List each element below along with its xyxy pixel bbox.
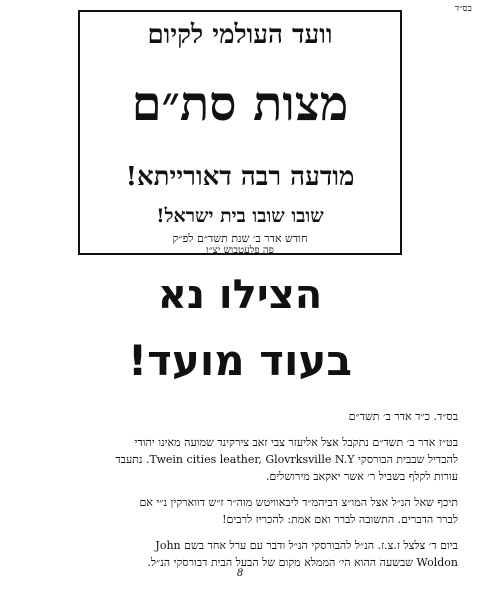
corner-label: בס״ד	[454, 4, 472, 14]
notice-date-line: חודש אדר ב׳ שנת תשד״ם לפ״ק	[172, 232, 308, 245]
notice-call-line: שובו שובו בית ישראל!	[156, 205, 324, 227]
notice-place-line: פה פלעטבוש יצ״ו	[206, 245, 274, 256]
paragraph-2	[62, 494, 458, 528]
paragraph-1-line-1: בט״ז אדר ב׳ תשד״ם נתקבל אצל אליעזר צבי זאב צירקינד שמועה מאינו יהודי	[134, 436, 458, 449]
notice-title: מצות סת״ם	[131, 76, 349, 132]
page-number: 8	[236, 568, 244, 579]
notice-organization-line: וועד העולמי לקיום	[147, 20, 333, 50]
paragraph-2-line-2: לברר הדברים. התשובה לברר ואם אמת: להכריז לרבים!	[222, 513, 458, 526]
notice-box	[78, 10, 402, 255]
paragraph-3-line-1: ביום ד׳ צלצל ז.צ.ז. הנ״ל להבורסקי הנ״ל ודבר עם ערל אחד בשם John	[155, 539, 458, 552]
paragraph-2-line-1: תיכף שאל הנ״ל אצל המו״צ דביהמ״ד ליבאוויטש מוה״ר ז״ש דווארקין נ״י אם	[139, 496, 458, 509]
paragraph-3	[62, 537, 458, 571]
notice-subtitle: מודעה רבה דאורייתא!	[125, 162, 355, 192]
paragraph-1-line-3: עורות לקלף בשביל ר׳ אשר יאקאב מירושלים.	[265, 470, 458, 483]
paragraph-1-line-2: להבדיל שבבית הבורסקי Twein cities leather, Glovrksville N.Y. נתעבד	[115, 453, 458, 466]
date-line: בס״ד. כ״ד אדר ב׳ תשד״ם	[348, 410, 458, 423]
body-text	[62, 408, 458, 580]
paragraph-3-line-2: Woldon שבשעה ההוא הי׳ הממלא מקום של הבעל הבית דבורסקי הנ״ל.	[147, 556, 458, 569]
headline-line-1: הצילו נא	[157, 272, 323, 318]
paragraph-1	[62, 434, 458, 485]
headline-line-2: בעוד מועד!	[128, 336, 352, 385]
